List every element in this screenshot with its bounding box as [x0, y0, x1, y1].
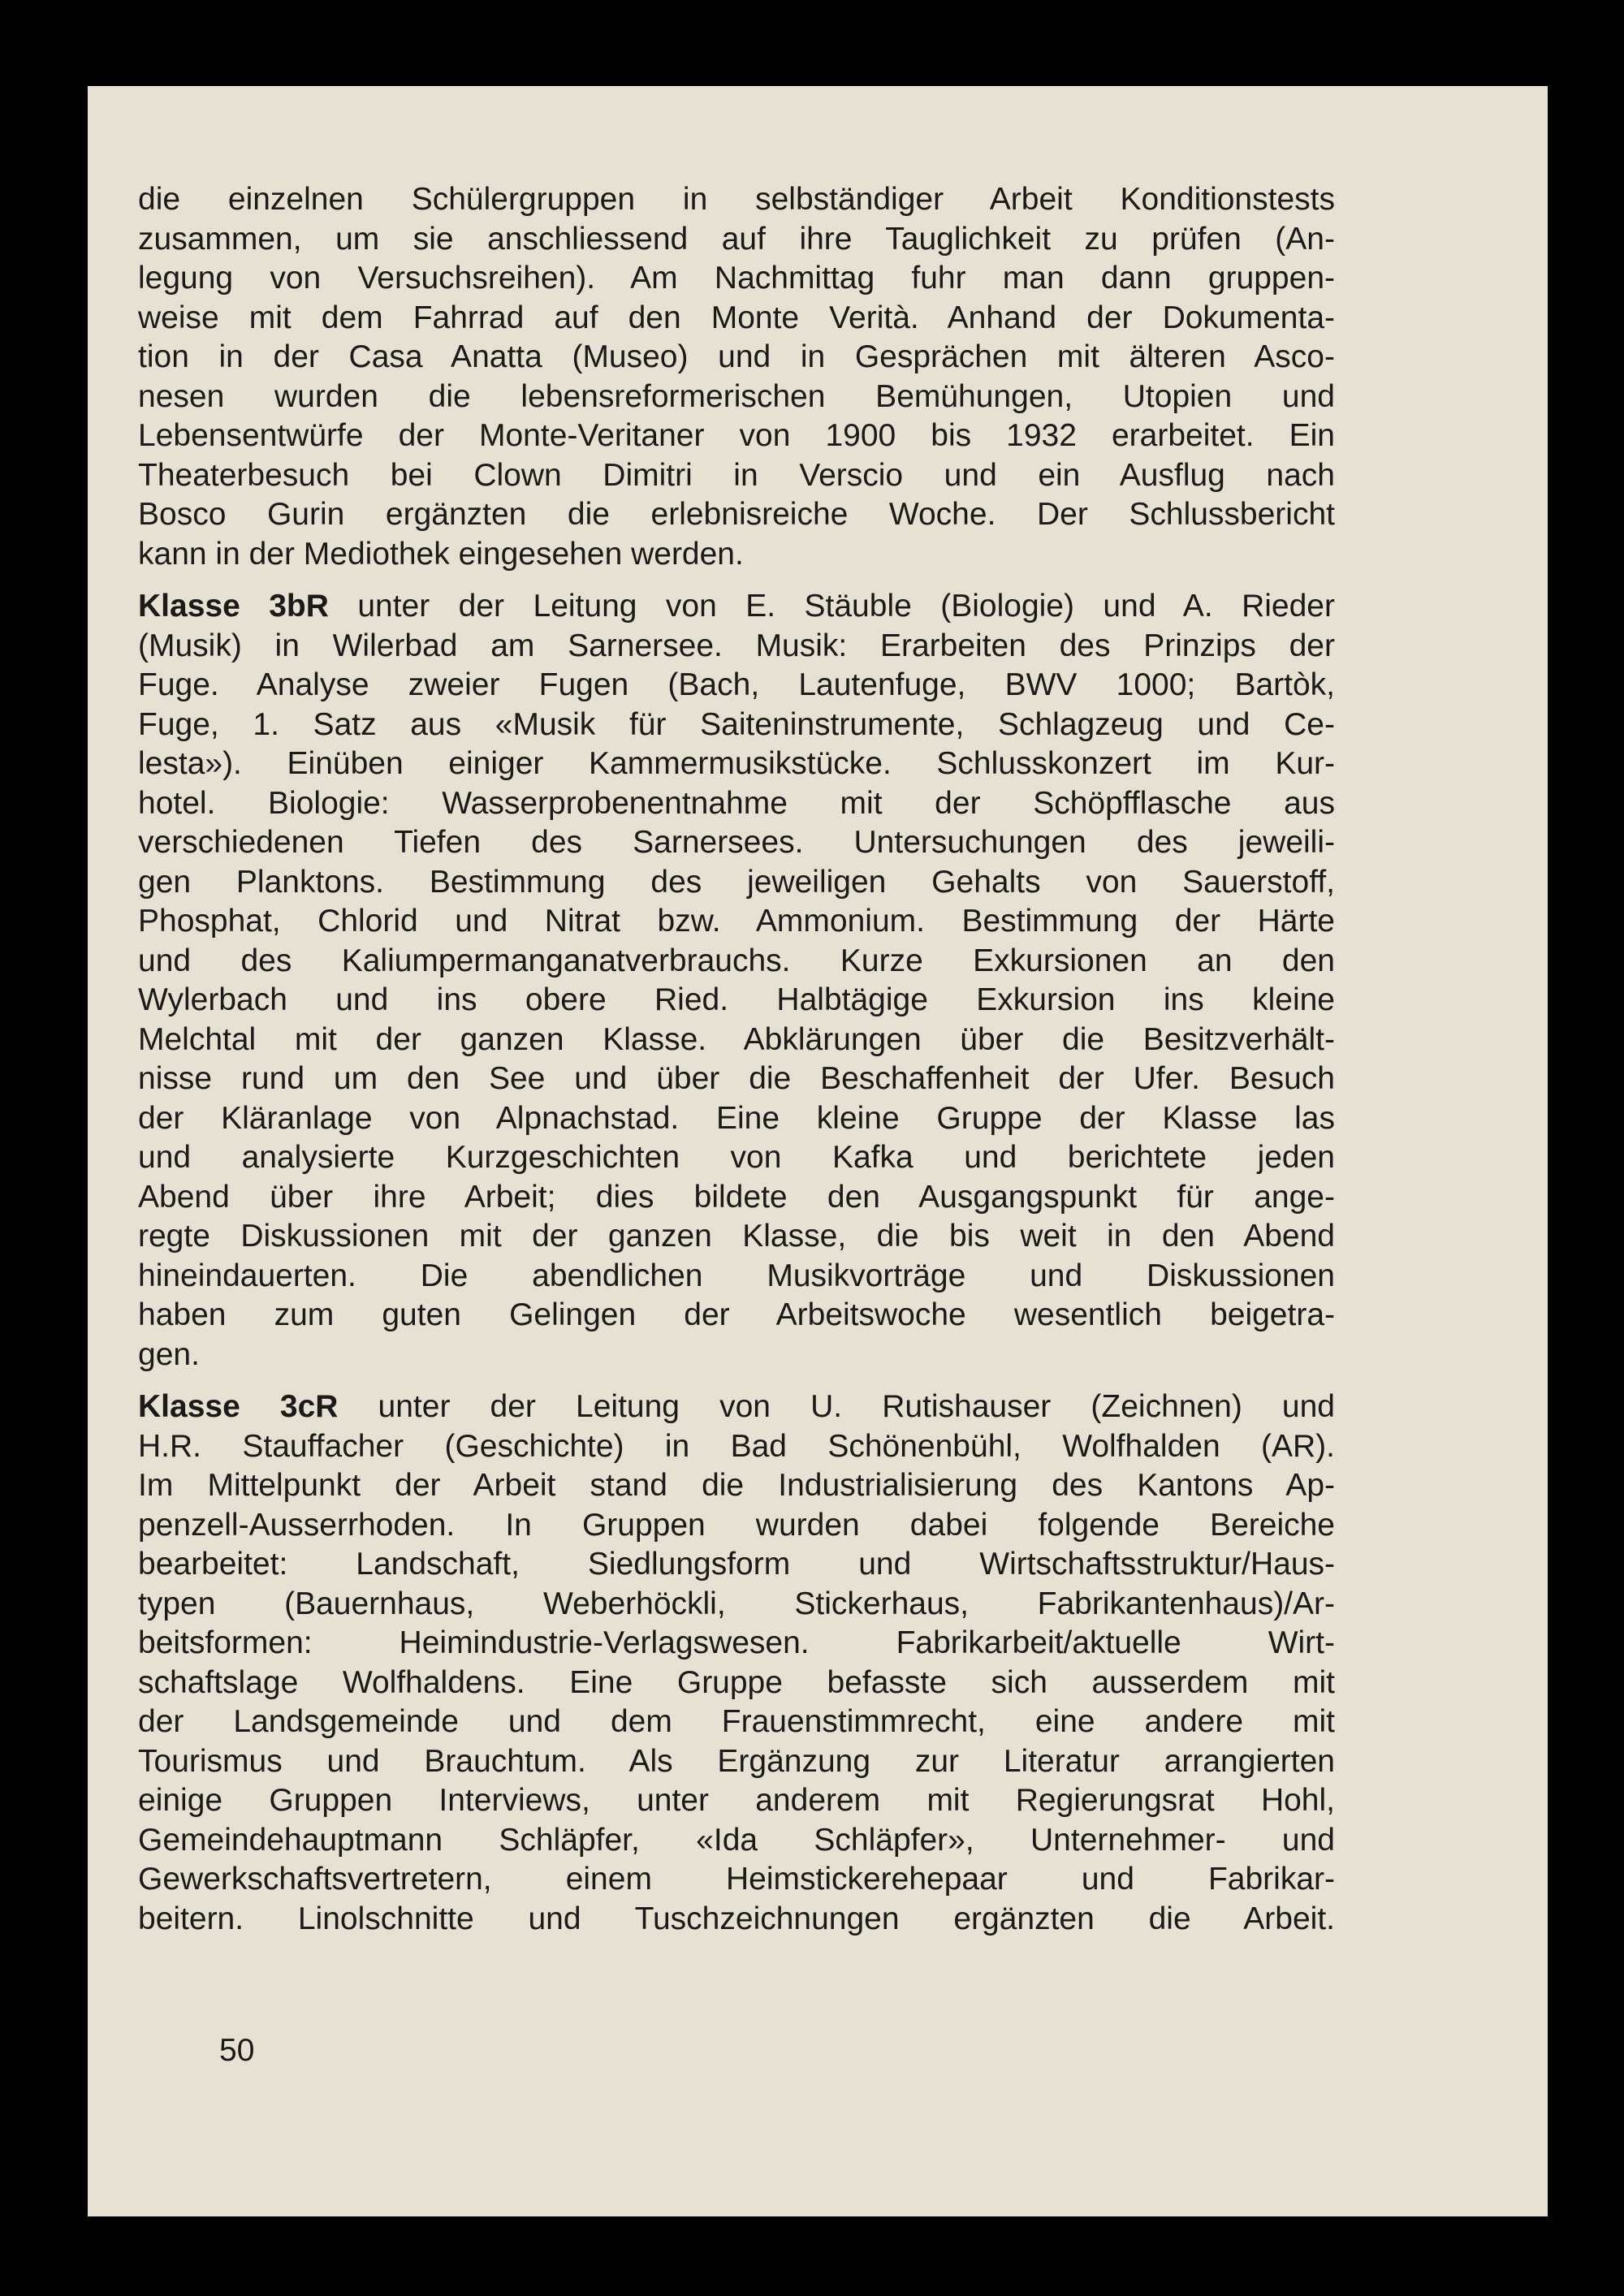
paragraph-1	[138, 180, 1335, 574]
text-line: (Musik) in Wilerbad am Sarnersee. Musik: Erarbeiten des Prinzips der	[138, 628, 1335, 663]
text-line: Gewerkschaftsvertretern, einem Heimstickerehepaar und Fabrikar-	[138, 1862, 1335, 1897]
text-line	[138, 587, 1335, 627]
text-line: bearbeitet: Landschaft, Siedlungsform und Wirtschaftsstruktur/Haus-	[138, 1547, 1335, 1582]
text-run: unter der Leitung von U. Rutishauser (Zeichnen) und	[338, 1389, 1335, 1424]
text-line: weise mit dem Fahrrad auf den Monte Verità. Anhand der Dokumenta-	[138, 300, 1335, 335]
text-line: hotel. Biologie: Wasserprobenentnahme mit der Schöpfflasche aus	[138, 785, 1335, 821]
text-column	[138, 180, 1335, 1952]
class-heading: Klasse 3cR	[138, 1389, 339, 1424]
text-line: nisse rund um den See und über die Beschaffenheit der Ufer. Besuch	[138, 1061, 1335, 1096]
text-line: Phosphat, Chlorid und Nitrat bzw. Ammonium. Bestimmung der Härte	[138, 904, 1335, 939]
text-line: beitsformen: Heimindustrie-Verlagswesen. Fabrikarbeit/aktuelle Wirt-	[138, 1625, 1335, 1660]
class-heading: Klasse 3bR	[138, 589, 329, 624]
text-line: Melchtal mit der ganzen Klasse. Abklärungen über die Besitzverhält-	[138, 1021, 1335, 1057]
text-line: Wylerbach und ins obere Ried. Halbtägige Exkursion ins kleine	[138, 982, 1335, 1017]
text-line: nesen wurden die lebensreformerischen Bemühungen, Utopien und	[138, 378, 1335, 414]
text-line: kann in der Mediothek eingesehen werden.	[138, 536, 744, 572]
paragraph-klasse-3br	[138, 587, 1335, 1375]
text-line: gen Planktons. Bestimmung des jeweiligen Gehalts von Sauerstoff,	[138, 864, 1335, 900]
text-line: haben zum guten Gelingen der Arbeitswoche wesentlich beigetra-	[138, 1297, 1335, 1332]
text-line: verschiedenen Tiefen des Sarnersees. Untersuchungen des jeweili-	[138, 825, 1335, 860]
paragraph-klasse-3cr	[138, 1388, 1335, 1939]
text-line: Theaterbesuch bei Clown Dimitri in Verscio und ein Ausflug nach	[138, 457, 1335, 493]
text-line: lesta»). Einüben einiger Kammermusikstücke. Schlusskonzert im Kur-	[138, 746, 1335, 781]
text-line: hineindauerten. Die abendlichen Musikvorträge und Diskussionen	[138, 1258, 1335, 1293]
text-line: tion in der Casa Anatta (Museo) und in Gesprächen mit älteren Asco-	[138, 339, 1335, 374]
text-line: der Kläranlage von Alpnachstad. Eine kleine Gruppe der Klasse las	[138, 1100, 1335, 1136]
text-line: zusammen, um sie anschliessend auf ihre Tauglichkeit zu prüfen (An-	[138, 221, 1335, 257]
text-line	[138, 1388, 1335, 1427]
text-line: Tourismus und Brauchtum. Als Ergänzung zur Literatur arrangierten	[138, 1743, 1335, 1779]
text-line: typen (Bauernhaus, Weberhöckli, Stickerhaus, Fabrikantenhaus)/Ar-	[138, 1586, 1335, 1621]
page-number: 50	[219, 2033, 255, 2068]
text-line: Gemeindehauptmann Schläpfer, «Ida Schläpfer», Unternehmer- und	[138, 1822, 1335, 1858]
text-run: unter der Leitung von E. Stäuble (Biologie) und A. Rieder	[328, 589, 1335, 624]
text-line: der Landsgemeinde und dem Frauenstimmrecht, eine andere mit	[138, 1704, 1335, 1739]
text-line: Fuge. Analyse zweier Fugen (Bach, Lautenfuge, BWV 1000; Bartòk,	[138, 667, 1335, 702]
text-line: regte Diskussionen mit der ganzen Klasse, die bis weit in den Abend	[138, 1219, 1335, 1254]
text-line: einige Gruppen Interviews, unter anderem mit Regierungsrat Hohl,	[138, 1783, 1335, 1818]
text-line: Abend über ihre Arbeit; dies bildete den Ausgangspunkt für ange-	[138, 1179, 1335, 1215]
text-line: H.R. Stauffacher (Geschichte) in Bad Schönenbühl, Wolfhalden (AR).	[138, 1428, 1335, 1464]
text-line: und des Kaliumpermanganatverbrauchs. Kurze Exkursionen an den	[138, 943, 1335, 978]
text-line: Im Mittelpunkt der Arbeit stand die Industrialisierung des Kantons Ap-	[138, 1468, 1335, 1503]
text-line: schaftslage Wolfhaldens. Eine Gruppe befasste sich ausserdem mit	[138, 1664, 1335, 1700]
text-line: gen.	[138, 1336, 200, 1372]
text-line: legung von Versuchsreihen). Am Nachmittag fuhr man dann gruppen-	[138, 261, 1335, 296]
text-line: Bosco Gurin ergänzten die erlebnisreiche Woche. Der Schlussbericht	[138, 497, 1335, 532]
text-line: Fuge, 1. Satz aus «Musik für Saiteninstrumente, Schlagzeug und Ce-	[138, 706, 1335, 742]
text-line: und analysierte Kurzgeschichten von Kafka und berichtete jeden	[138, 1140, 1335, 1175]
text-line: beitern. Linolschnitte und Tuschzeichnungen ergänzten die Arbeit.	[138, 1901, 1335, 1936]
text-line: Lebensentwürfe der Monte-Veritaner von 1900 bis 1932 erarbeitet. Ein	[138, 418, 1335, 453]
text-line: die einzelnen Schülergruppen in selbständiger Arbeit Konditionstests	[138, 182, 1335, 217]
text-line: penzell-Ausserrhoden. In Gruppen wurden dabei folgende Bereiche	[138, 1507, 1335, 1543]
